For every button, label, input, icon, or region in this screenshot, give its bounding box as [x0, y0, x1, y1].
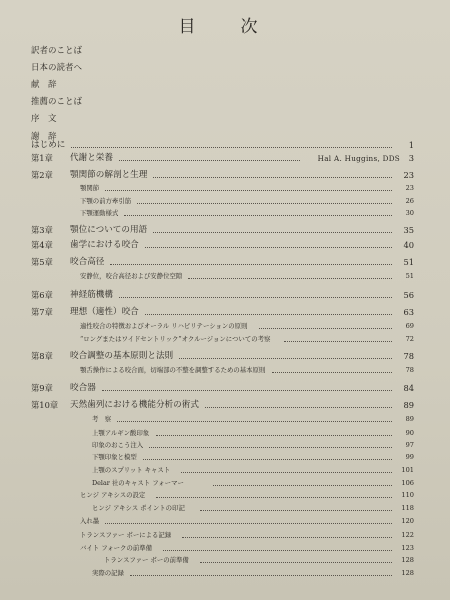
entry-title: トランスファー ボーによる記録 — [80, 531, 172, 539]
page-number: 89 — [405, 415, 414, 423]
entry-title: 顎位についての用語 — [70, 225, 148, 235]
entry-title: ヒンジ アキシスの設定 — [80, 491, 146, 499]
entry-title: 入れ墨 — [80, 517, 100, 525]
entry-title: 下顎運動様式 — [80, 209, 119, 217]
toc-chapter-entry[interactable] — [0, 383, 450, 394]
toc-chapter-entry[interactable] — [0, 400, 450, 411]
leader-dots — [119, 160, 300, 161]
page-number: 35 — [403, 225, 414, 235]
chapter-number: 第3章 — [31, 225, 53, 235]
toc-chapter-entry[interactable] — [0, 307, 450, 318]
page-number: 122 — [401, 531, 414, 539]
leader-dots — [156, 497, 392, 498]
entry-title: 顎舌操作による咬合面，切端部の不整を調整するための基本原則 — [80, 366, 266, 374]
front-matter-item[interactable]: 序 文 — [31, 114, 57, 124]
leader-dots — [153, 232, 392, 233]
front-matter-item[interactable]: 謝 辞 — [31, 132, 57, 142]
entry-title: 印象のおこう注入 — [92, 441, 144, 449]
chapter-number: 第2章 — [31, 170, 53, 180]
toc-section-entry[interactable] — [0, 516, 450, 527]
toc-section-entry[interactable] — [0, 271, 450, 282]
leader-dots — [213, 485, 392, 486]
page-number: 1 — [408, 140, 414, 150]
page-number: 110 — [401, 491, 414, 499]
toc-chapter-entry[interactable] — [0, 140, 450, 151]
toc-section-entry[interactable] — [0, 465, 450, 476]
entry-title: はじめに — [31, 140, 66, 150]
leader-dots — [71, 147, 392, 148]
leader-dots — [117, 421, 392, 422]
toc-section-entry[interactable] — [0, 183, 450, 194]
leader-dots — [137, 203, 392, 204]
entry-title: 顎関節の解剖と生理 — [70, 170, 148, 180]
page-number: 72 — [405, 335, 414, 343]
toc-section-entry[interactable] — [0, 503, 450, 514]
chapter-number: 第9章 — [31, 383, 53, 393]
toc-section-entry[interactable] — [0, 490, 450, 501]
toc-section-entry[interactable] — [0, 452, 450, 463]
chapter-number: 第4章 — [31, 240, 53, 250]
chapter-number: 第8章 — [31, 351, 53, 361]
page-number: 120 — [401, 517, 414, 525]
page-number: 99 — [405, 453, 414, 461]
toc-section-entry[interactable] — [0, 555, 450, 566]
page-number: 101 — [401, 466, 414, 474]
leader-dots — [143, 459, 392, 460]
page-number: 30 — [405, 209, 414, 217]
leader-dots — [182, 537, 392, 538]
page-number: 40 — [403, 240, 414, 250]
entry-title: バイト フォークの前準備 — [80, 544, 153, 552]
chapter-author: Hal A. Huggins, DDS — [317, 154, 400, 163]
entry-title: 顎関節 — [80, 184, 100, 192]
entry-title: 理想（適性）咬合 — [70, 307, 139, 317]
front-matter-item[interactable]: 献 辞 — [31, 80, 57, 90]
page-number: 63 — [403, 307, 414, 317]
toc-section-entry[interactable] — [0, 365, 450, 376]
page-number: 123 — [401, 544, 414, 552]
page-number: 128 — [401, 569, 414, 577]
toc-section-entry[interactable] — [0, 440, 450, 451]
toc-chapter-entry[interactable] — [0, 153, 450, 164]
toc-section-entry[interactable] — [0, 414, 450, 425]
entry-title: 歯学における咬合 — [70, 240, 139, 250]
leader-dots — [145, 314, 392, 315]
entry-title: 実際の記録 — [92, 569, 124, 577]
leader-dots — [284, 341, 392, 342]
entry-title: 咬合高径 — [70, 257, 105, 267]
toc-section-entry[interactable] — [0, 543, 450, 554]
page-number: 23 — [405, 184, 414, 192]
leader-dots — [272, 372, 392, 373]
entry-title: トランスファー ボーの前準備 — [104, 556, 189, 564]
leader-dots — [145, 247, 392, 248]
leader-dots — [205, 407, 392, 408]
entry-title: 安静位，咬合高径および安静位空隙 — [80, 272, 183, 280]
toc-section-entry[interactable] — [0, 196, 450, 207]
entry-title: 神経筋機構 — [70, 290, 113, 300]
leader-dots — [105, 523, 392, 524]
chapter-number: 第10章 — [31, 400, 59, 410]
toc-chapter-entry[interactable] — [0, 170, 450, 181]
page-number: 106 — [401, 479, 414, 487]
page-number: 56 — [403, 290, 414, 300]
leader-dots — [259, 328, 392, 329]
page-title: 目 次 — [178, 17, 272, 37]
entry-title: 考 察 — [92, 415, 112, 423]
page-number: 3 — [408, 153, 414, 163]
page-number: 90 — [405, 429, 414, 437]
leader-dots — [200, 562, 392, 563]
leader-dots — [149, 447, 392, 448]
leader-dots — [163, 550, 392, 551]
entry-title: 下顎印象と模型 — [92, 453, 137, 461]
leader-dots — [200, 510, 392, 511]
page-number: 84 — [403, 383, 414, 393]
leader-dots — [119, 297, 392, 298]
toc-section-entry[interactable] — [0, 334, 450, 345]
toc-chapter-entry[interactable] — [0, 240, 450, 251]
entry-title: 天然歯列における機能分析の術式 — [70, 400, 199, 410]
page-number: 118 — [401, 504, 414, 512]
chapter-number: 第5章 — [31, 257, 53, 267]
entry-title: Delar 社のキャスト フォーマー — [92, 479, 184, 487]
leader-dots — [153, 177, 392, 178]
chapter-number: 第7章 — [31, 307, 53, 317]
entry-title: 上顎のスプリット キャスト — [92, 466, 171, 474]
page-number: 51 — [403, 257, 414, 267]
page-number: 23 — [403, 170, 414, 180]
page-number: 51 — [405, 272, 414, 280]
front-matter-item[interactable]: 訳者のことば — [31, 46, 83, 56]
toc-section-entry[interactable] — [0, 530, 450, 541]
page-number: 78 — [405, 366, 414, 374]
leader-dots — [102, 390, 392, 391]
entry-title: 咬合調整の基本原則と法則 — [70, 351, 174, 361]
chapter-number: 第1章 — [31, 153, 53, 163]
leader-dots — [179, 358, 392, 359]
entry-title: 下顎の前方牽引筋 — [80, 197, 132, 205]
entry-title: 適性咬合の特徴およびオーラル リハビリテーションの原則 — [80, 322, 248, 330]
page-number: 69 — [405, 322, 414, 330]
page-number: 89 — [403, 400, 414, 410]
toc-section-entry[interactable] — [0, 208, 450, 219]
toc-chapter-entry[interactable] — [0, 225, 450, 236]
toc-chapter-entry[interactable] — [0, 257, 450, 268]
page-number: 78 — [403, 351, 414, 361]
toc-section-entry[interactable] — [0, 568, 450, 579]
leader-dots — [105, 190, 392, 191]
leader-dots — [181, 472, 392, 473]
toc-section-entry[interactable] — [0, 428, 450, 439]
leader-dots — [130, 575, 392, 576]
entry-title: “ロングまたはワイドセントリック”オクルージョンについての考察 — [80, 335, 271, 343]
leader-dots — [110, 264, 392, 265]
entry-title: 代謝と栄養 — [70, 153, 113, 163]
toc-chapter-entry[interactable] — [0, 351, 450, 362]
front-matter-item[interactable]: 推薦のことば — [31, 97, 83, 107]
toc-chapter-entry[interactable] — [0, 290, 450, 301]
entry-title: 上顎アルギン酸印象 — [92, 429, 150, 437]
page-number: 128 — [401, 556, 414, 564]
page-number: 26 — [405, 197, 414, 205]
front-matter-item[interactable]: 日本の読者へ — [31, 63, 83, 73]
toc-section-entry[interactable] — [0, 478, 450, 489]
chapter-number: 第6章 — [31, 290, 53, 300]
entry-title: ヒンジ アキシス ポイントの印記 — [92, 504, 185, 512]
entry-title: 咬合器 — [70, 383, 96, 393]
toc-section-entry[interactable] — [0, 321, 450, 332]
leader-dots — [156, 435, 392, 436]
page-number: 97 — [405, 441, 414, 449]
leader-dots — [124, 215, 392, 216]
leader-dots — [188, 278, 392, 279]
